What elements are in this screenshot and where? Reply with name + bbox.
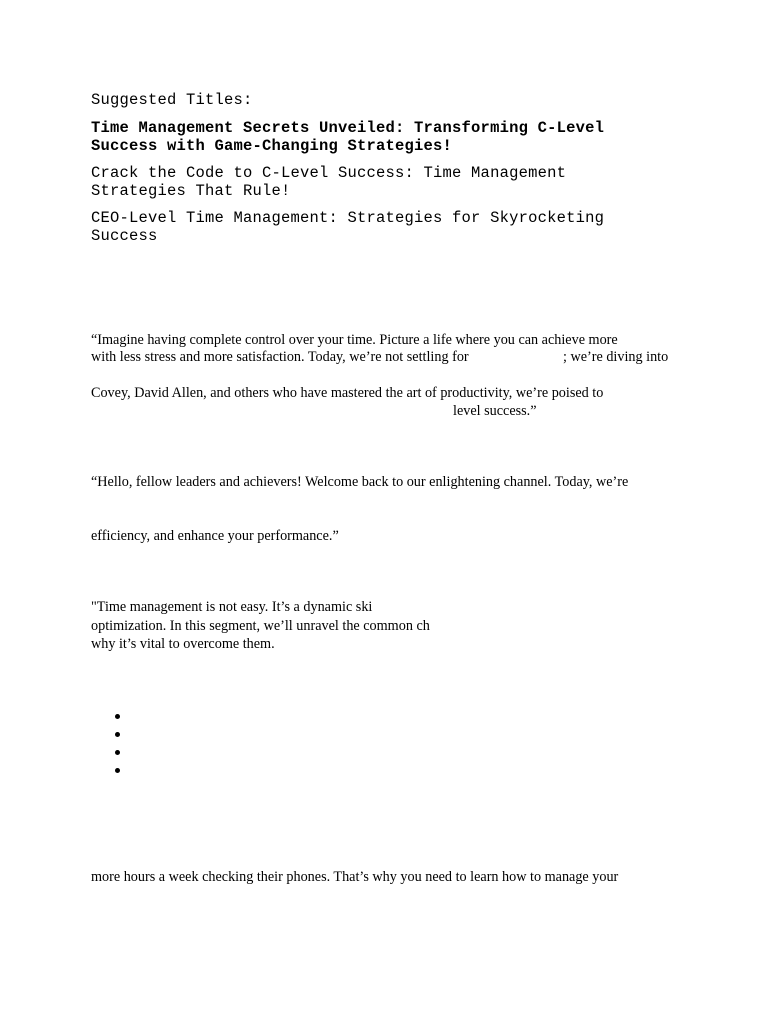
intro-quote-line-2a: with less stress and more satisfaction. Today, we’re not settling for bbox=[91, 349, 469, 365]
title-3-line-1: CEO-Level Time Management: Strategies for Skyrocketing bbox=[91, 209, 605, 227]
title-1-line-2: Success with Game-Changing Strategies! bbox=[91, 137, 453, 155]
bullet-icon bbox=[115, 732, 120, 737]
bullet-icon bbox=[115, 714, 120, 719]
intro-quote-line-2b: ; we’re diving into bbox=[563, 349, 669, 365]
segment-quote-line-1: "Time management is not easy. It’s a dynamic ski bbox=[91, 599, 373, 615]
title-2-line-2: Strategies That Rule! bbox=[91, 182, 291, 200]
suggested-titles-heading: Suggested Titles: bbox=[91, 91, 253, 109]
welcome-quote-line-2: efficiency, and enhance your performance.” bbox=[91, 528, 339, 544]
title-3-line-2: Success bbox=[91, 227, 158, 245]
bullet-icon bbox=[115, 768, 120, 773]
welcome-quote-line-1: “Hello, fellow leaders and achievers! Welcome back to our enlightening channel. Today, we’re bbox=[91, 474, 629, 490]
intro-quote-line-1: “Imagine having complete control over your time. Picture a life where you can achieve more bbox=[91, 332, 618, 348]
title-1-line-1: Time Management Secrets Unveiled: Transforming C-Level bbox=[91, 119, 605, 137]
intro-quote-line-3: Covey, David Allen, and others who have mastered the art of productivity, we’re poised to bbox=[91, 385, 604, 401]
segment-quote-line-3: why it’s vital to overcome them. bbox=[91, 636, 275, 652]
title-2-line-1: Crack the Code to C-Level Success: Time Management bbox=[91, 164, 567, 182]
bullet-icon bbox=[115, 750, 120, 755]
closing-text-line-1: more hours a week checking their phones. That’s why you need to learn how to manage your bbox=[91, 869, 619, 885]
intro-quote-line-4: level success.” bbox=[453, 403, 537, 419]
segment-quote-line-2: optimization. In this segment, we’ll unravel the common ch bbox=[91, 618, 430, 634]
